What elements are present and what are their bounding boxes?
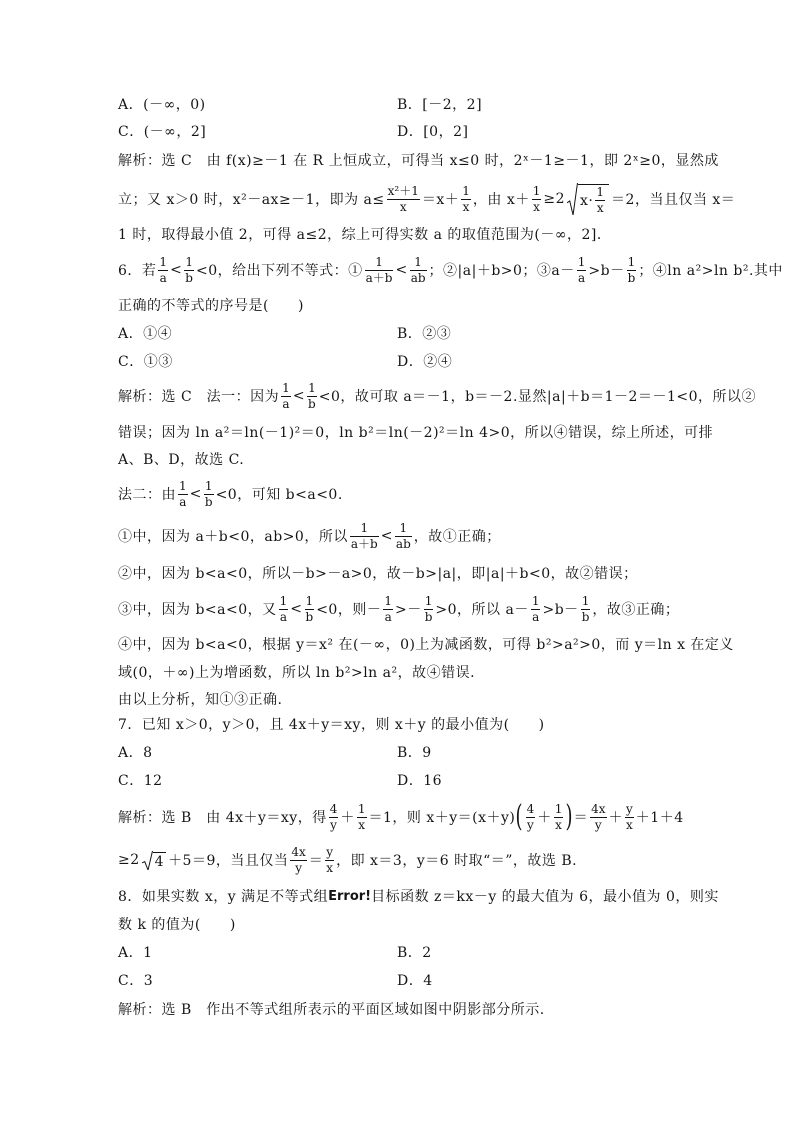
fraction-denominator: x	[533, 199, 540, 214]
text-run: 正确的不等式的序号是( )	[118, 298, 304, 314]
fraction	[395, 522, 412, 551]
text-run: <	[395, 262, 408, 278]
text-run: C．①③	[118, 354, 173, 370]
text-run: A．①④	[118, 326, 173, 342]
fraction-numerator: 1	[581, 593, 590, 608]
text-run: ；④ln a²>ln b².其中	[638, 263, 783, 279]
text-run: <	[292, 388, 306, 404]
fraction-numerator: 4	[329, 801, 338, 816]
fraction-numerator: 1	[204, 478, 213, 493]
text-line	[118, 378, 756, 414]
fraction	[329, 803, 339, 832]
fraction	[350, 522, 379, 551]
text-line	[118, 799, 684, 835]
text-run: 数 k 的值为( )	[118, 917, 236, 933]
text-run: ＝	[573, 810, 589, 826]
text-run: ＝x＋	[421, 192, 460, 208]
fraction	[281, 382, 291, 411]
text-run: 域(0，＋∞)上为增函数，所以 ln b²>ln a²，故④错误.	[118, 665, 476, 681]
fraction-numerator: 1	[532, 183, 541, 198]
error-field-text: Error!	[328, 888, 372, 904]
fraction-denominator: y	[295, 860, 302, 875]
fraction-denominator: b	[424, 609, 433, 624]
text-run: <0，则－	[316, 602, 382, 618]
fraction-numerator: 1	[179, 478, 187, 493]
fraction-denominator: a	[159, 270, 167, 285]
fraction-denominator: x	[596, 201, 604, 215]
text-line	[118, 142, 719, 178]
text-run: ；②|a|＋b>0；③a－	[428, 263, 575, 279]
fraction-denominator: a＋b	[350, 536, 378, 551]
fraction-denominator: b	[185, 270, 193, 285]
fraction-numerator: 1	[305, 593, 314, 608]
fraction-denominator: a	[282, 396, 290, 411]
fraction-numerator: 1	[159, 254, 168, 269]
text-run: <	[290, 601, 303, 617]
text-run: ①中，因为 a＋b<0，ab>0，所以	[118, 529, 348, 545]
text-run: 解析：选 C 由 f(x)≥－1 在 R 上恒成立，可得当 x≤0 时，2ˣ－1≥－1，即 2ˣ≥0，显然成	[118, 153, 719, 169]
fraction	[279, 595, 289, 624]
text-run: B．[－2，2]	[397, 97, 483, 113]
fraction	[305, 595, 315, 624]
radical-sign-icon	[142, 851, 153, 870]
fraction-numerator: 4	[526, 801, 535, 816]
text-run: ，故③正确；	[592, 602, 680, 618]
fraction-denominator: x	[326, 860, 334, 875]
fraction-denominator: ab	[395, 536, 411, 551]
text-run: D．②④	[397, 354, 453, 370]
fraction-denominator: x	[555, 817, 562, 832]
fraction-numerator: 1	[308, 380, 316, 395]
fraction-numerator: 1	[424, 593, 433, 608]
fraction-denominator: a＋b	[365, 270, 393, 285]
fraction-denominator: b	[627, 270, 636, 285]
text-run: 法二：由	[118, 487, 176, 503]
answer-choice	[118, 762, 163, 798]
text-run: <	[189, 486, 202, 502]
text-run: 解析：选 B 由 4x＋y＝xy，得	[118, 810, 327, 826]
text-run: ④中，因为 b<a<0，根据 y＝x² 在(－∞，0)上为减函数，可得 b²>a²>0，而 y＝ln x 在定义	[118, 637, 734, 653]
radicand	[153, 852, 166, 870]
fraction	[290, 846, 306, 875]
fraction	[387, 185, 420, 214]
text-run: 目标函数 z＝kx－y 的最大值为 6，最小值为 0，则实	[371, 889, 719, 905]
text-line	[118, 476, 343, 512]
fraction-denominator: a	[384, 609, 392, 624]
fraction-denominator: x	[626, 817, 633, 832]
text-run: ＝2，当且仅当 x＝	[611, 192, 736, 208]
fraction-numerator: 4x	[591, 801, 606, 816]
fraction-numerator: 1	[554, 801, 563, 816]
text-run: B．2	[397, 945, 432, 961]
text-run: ≥2	[543, 191, 566, 207]
text-line	[118, 706, 545, 742]
fraction-numerator: 1	[384, 593, 392, 608]
text-run: D．4	[397, 973, 433, 989]
text-run: <	[170, 262, 183, 278]
fraction-denominator: ab	[410, 270, 426, 285]
text-run: <0，故可取 a＝－1，b＝－2.显然|a|＋b＝1－2＝－1<0，所以②	[318, 389, 756, 405]
text-run: ＋	[537, 810, 552, 826]
fraction-denominator: x	[358, 817, 366, 832]
fraction-denominator: a	[279, 609, 288, 624]
fraction	[184, 256, 194, 285]
fraction	[531, 595, 541, 624]
text-run: ＋5＝9，当且仅当	[168, 853, 289, 869]
fraction	[532, 185, 542, 214]
text-run: >b－	[542, 602, 579, 618]
fraction	[325, 846, 334, 875]
text-line	[118, 842, 577, 878]
fraction-numerator: 1	[395, 522, 412, 537]
text-run: C．12	[118, 773, 163, 789]
text-run: <0，给出下列不等式：①	[195, 263, 363, 279]
fraction	[581, 595, 591, 624]
fraction-numerator: 1	[577, 254, 586, 269]
fraction	[627, 256, 637, 285]
text-run: ＋	[340, 810, 355, 826]
text-run: 错误；因为 ln a²＝ln(－1)²＝0，ln b²＝ln(－2)²＝ln 4>0，所以④错误，综上所述，可排	[118, 425, 714, 441]
square-root	[142, 851, 166, 870]
fraction-numerator: 1	[596, 185, 605, 199]
text-run: C．(－∞，2]	[118, 124, 207, 140]
fraction-numerator: x²＋1	[387, 183, 419, 198]
fraction	[410, 256, 427, 285]
text-run: D．[0，2]	[397, 124, 469, 140]
text-run: ＋	[608, 810, 624, 826]
fraction	[461, 185, 471, 214]
fraction	[204, 480, 214, 509]
fraction	[158, 256, 168, 285]
text-run: ＋1＋4	[635, 810, 684, 826]
fraction	[577, 256, 587, 285]
fraction-numerator: 1	[185, 254, 193, 269]
answer-choice	[397, 762, 442, 798]
fraction-numerator: 1	[462, 183, 470, 198]
text-run: ，即 x＝3，y＝6 时取“＝”，故选 B.	[336, 853, 578, 869]
fraction-denominator: a	[179, 494, 187, 509]
text-run: 解析：选 B 作出不等式组所表示的平面区域如图中阴影部分所示.	[118, 1002, 545, 1018]
text-line	[118, 252, 783, 288]
text-line	[118, 181, 735, 217]
fraction	[383, 595, 393, 624]
fraction-denominator: x	[399, 199, 407, 214]
text-run: >0，所以 a－	[435, 602, 529, 618]
fraction	[178, 480, 188, 509]
text-line	[118, 216, 611, 252]
text-run: A、B、D，故选 C.	[118, 452, 245, 468]
large-parenthesis: (	[515, 799, 524, 834]
fraction	[307, 382, 317, 411]
fraction-numerator: y	[626, 801, 633, 816]
fraction-denominator: b	[581, 609, 590, 624]
fraction-numerator: 4x	[291, 844, 306, 859]
text-line	[118, 518, 501, 554]
text-run: >－	[394, 602, 422, 618]
text-line	[118, 991, 545, 1027]
text-run: ，故①正确；	[413, 529, 501, 545]
text-run: 7．已知 x＞0，y＞0，且 4x＋y＝xy，则 x＋y 的最小值为( )	[118, 717, 545, 733]
text-run: 6．若	[118, 263, 157, 279]
text-run: A．1	[118, 945, 153, 961]
fraction	[625, 803, 634, 832]
text-run: A．8	[118, 745, 153, 761]
text-run: 由以上分析，知①③正确.	[118, 692, 283, 708]
text-run: <0，可知 b<a<0.	[215, 487, 343, 503]
fraction-denominator: b	[308, 396, 316, 411]
fraction-denominator: a	[578, 270, 586, 285]
text-run: >b－	[588, 263, 625, 279]
answer-choice	[397, 343, 452, 379]
text-run: C．3	[118, 973, 154, 989]
text-run: 立；又 x＞0 时，x²－ax≥－1，即为 a≤	[118, 192, 385, 208]
fraction-numerator: 1	[410, 256, 427, 271]
fraction-numerator: 1	[357, 801, 366, 816]
text-run: A．(－∞，0)	[118, 97, 206, 113]
fraction-numerator: y	[326, 844, 334, 859]
text-run: ②中，因为 b<a<0，所以－b>－a>0，故－b>|a|，即|a|＋b<0，故②错误；	[118, 566, 638, 582]
fraction-denominator: x	[462, 199, 470, 214]
fraction	[357, 803, 367, 832]
text-run: 解析：选 C 法一：因为	[118, 389, 280, 405]
fraction-numerator: 1	[279, 593, 288, 608]
text-run: ③中，因为 b<a<0，又	[118, 602, 277, 618]
text-run: <	[380, 528, 393, 544]
fraction-numerator: 1	[627, 254, 636, 269]
fraction-denominator: a	[532, 609, 540, 624]
fraction	[590, 803, 606, 832]
fraction-denominator: y	[330, 817, 337, 832]
fraction-numerator: 1	[531, 593, 540, 608]
text-line	[118, 555, 638, 591]
text-run: 8．如果实数 x，y 满足不等式组	[118, 889, 329, 905]
text-run: 4	[154, 853, 165, 870]
fraction-denominator: y	[527, 817, 534, 832]
text-line	[118, 591, 679, 627]
fraction-denominator: b	[204, 494, 213, 509]
fraction-denominator: y	[594, 817, 602, 832]
fraction-denominator: b	[305, 609, 314, 624]
large-parenthesis: )	[565, 799, 574, 834]
fraction-numerator: 1	[350, 522, 379, 537]
fraction-numerator: 1	[365, 256, 394, 271]
fraction	[526, 803, 536, 832]
text-run: ＝1，则 x＋y＝(x＋y)	[368, 810, 516, 826]
text-run: B．9	[397, 745, 432, 761]
fraction	[424, 595, 434, 624]
fraction	[595, 186, 605, 215]
text-run: B．②③	[397, 326, 452, 342]
text-run: x·	[580, 192, 594, 209]
text-line	[118, 441, 244, 477]
text-run: ＝	[308, 853, 324, 869]
fraction	[554, 803, 564, 832]
square-root	[567, 183, 609, 215]
text-run: 1 时，取得最小值 2，可得 a≤2，综上可得实数 a 的取值范围为(－∞，2]．	[118, 227, 612, 243]
radical-sign-icon	[567, 183, 578, 215]
fraction-numerator: 1	[282, 380, 290, 395]
radicand	[578, 184, 609, 215]
text-run: ，由 x＋	[472, 192, 530, 208]
text-run: D．16	[397, 773, 443, 789]
answer-choice	[118, 343, 173, 379]
text-run: ≥2	[118, 852, 140, 868]
fraction	[365, 256, 394, 285]
